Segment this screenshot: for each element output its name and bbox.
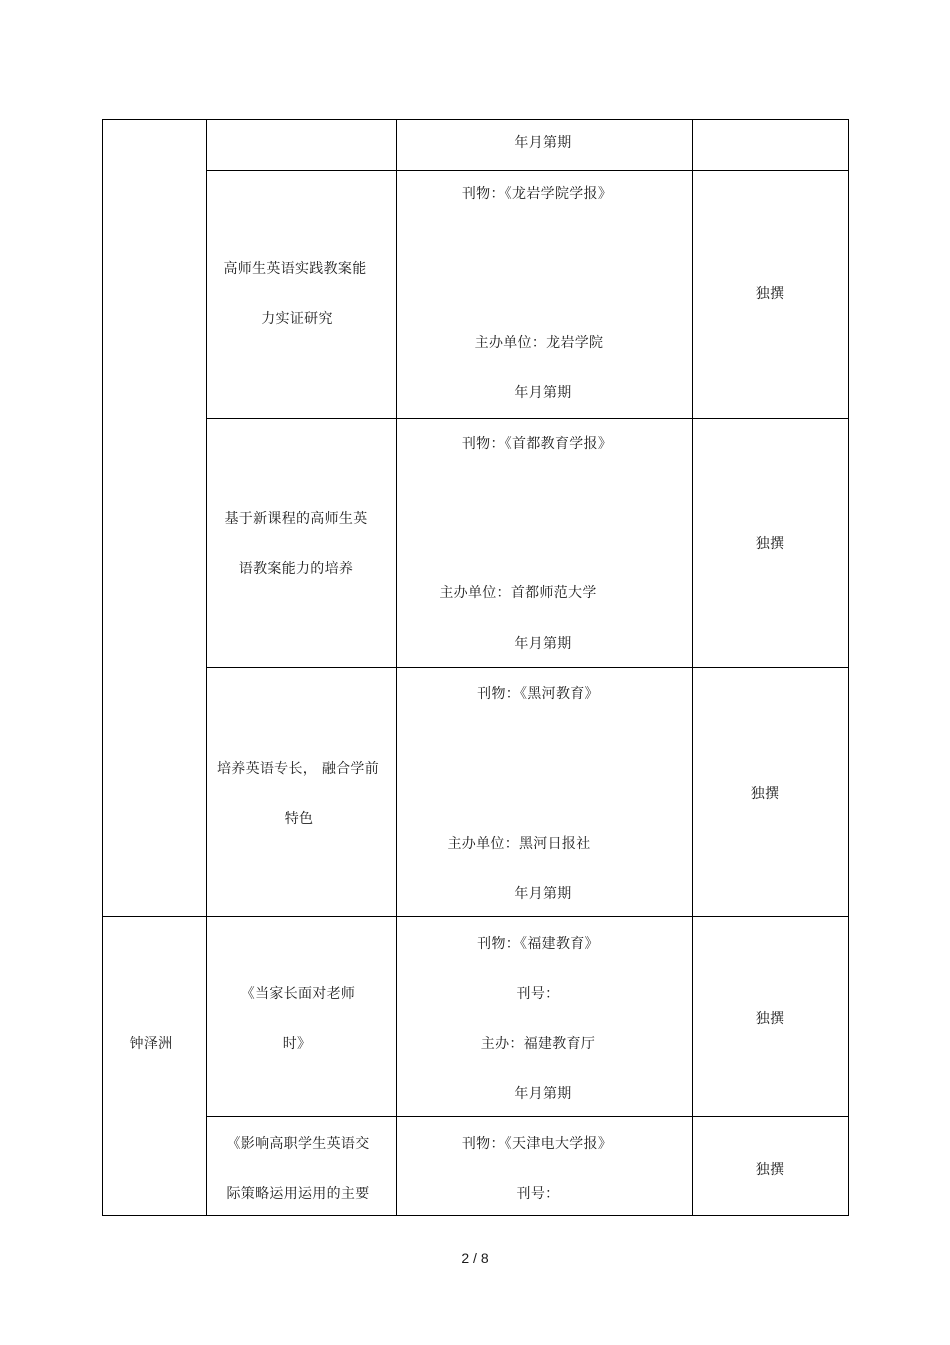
table-border-bottom <box>102 1215 849 1216</box>
journal-publisher: 主办单位：黑河日报社 <box>447 836 591 852</box>
journal-publisher: 主办单位：龙岩学院 <box>474 335 604 351</box>
row-divider <box>206 418 849 419</box>
table-border-left <box>102 119 103 1216</box>
paper-title-line: 培养英语专长， 融合学前 <box>216 761 380 777</box>
author-role: 独撰 <box>755 1011 785 1027</box>
column-divider <box>206 119 207 1216</box>
paper-title-line: 语教案能力的培养 <box>238 561 354 577</box>
author-role: 独撰 <box>755 536 785 552</box>
journal-name: 刊物：《福建教育》 <box>477 936 599 952</box>
page-number: 2 / 8 <box>461 1250 489 1266</box>
journal-date: 年月第期 <box>514 1086 572 1102</box>
paper-title-line: 高师生英语实践教案能 <box>223 261 367 277</box>
journal-issn: 刊号： <box>516 1186 560 1202</box>
journal-issn: 刊号： <box>516 986 560 1002</box>
journal-date: 年月第期 <box>514 385 572 401</box>
paper-title-line: 《影响高职学生英语交 <box>226 1136 370 1152</box>
paper-title-line: 特色 <box>284 811 314 827</box>
author-role: 独撰 <box>755 286 785 302</box>
paper-title-line: 《当家长面对老师 <box>240 986 356 1002</box>
row-divider <box>102 916 849 917</box>
author-role: 独撰 <box>755 1162 785 1178</box>
journal-date: 年月第期 <box>514 135 572 151</box>
journal-date: 年月第期 <box>514 636 572 652</box>
journal-date: 年月第期 <box>514 886 572 902</box>
column-divider <box>396 119 397 1216</box>
paper-title-line: 力实证研究 <box>261 311 333 327</box>
journal-publisher: 主办单位：首都师范大学 <box>439 585 597 601</box>
journal-name: 刊物：《首都教育学报》 <box>461 436 613 452</box>
table-border-right <box>848 119 849 1216</box>
row-divider <box>206 170 849 171</box>
journal-publisher: 主办：福建教育厅 <box>480 1036 596 1052</box>
journal-name: 刊物：《龙岩学院学报》 <box>461 186 613 202</box>
journal-name: 刊物：《天津电大学报》 <box>461 1136 613 1152</box>
paper-title-line: 际策略运用运用的主要 <box>226 1186 370 1202</box>
row-divider <box>206 1116 849 1117</box>
table-border-top <box>102 119 849 120</box>
author-role: 独撰 <box>750 786 780 802</box>
paper-title-line: 时》 <box>282 1036 312 1052</box>
row-divider <box>206 667 849 668</box>
paper-title-line: 基于新课程的高师生英 <box>224 511 368 527</box>
author-name: 钟泽洲 <box>129 1036 173 1052</box>
column-divider <box>692 119 693 1216</box>
journal-name: 刊物：《黑河教育》 <box>477 686 599 702</box>
